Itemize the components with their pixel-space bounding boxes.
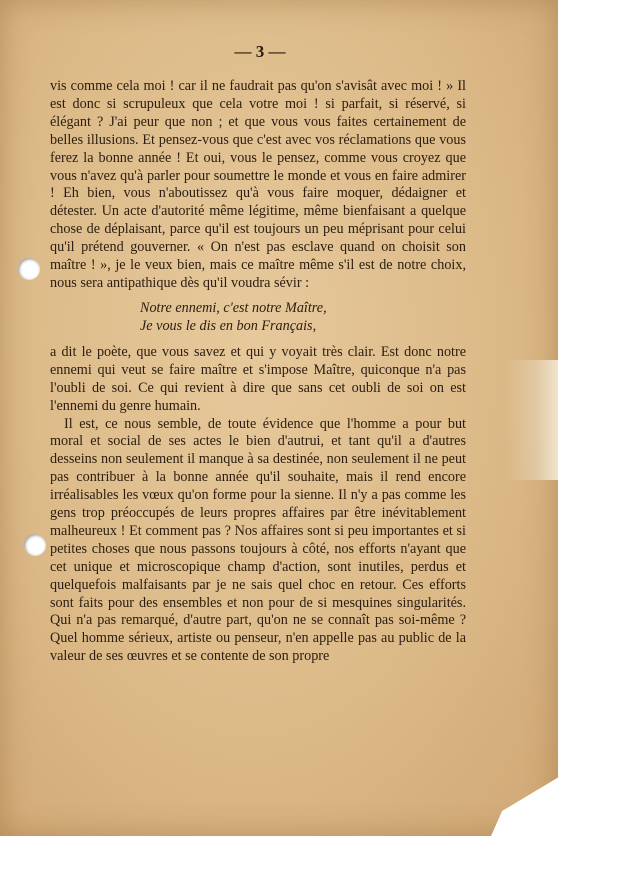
verse-quote [140, 299, 466, 335]
punch-hole [18, 258, 40, 280]
paper-stain [505, 360, 558, 480]
body-text [50, 78, 466, 666]
punch-hole [24, 534, 46, 556]
verse-line: Je vous le dis en bon Français, [140, 317, 317, 334]
paragraph: a dit le poète, que vous savez et qui y voyait très clair. Est donc notre ennemi qui veut se faire maître et s'impose Maître, quiconque n'a pas l'oubli de soi. Ce qui revient à dire que sans cet oubli de soi on est l'ennemi du genre humain. [50, 343, 466, 414]
paragraph: vis comme cela moi ! car il ne faudrait pas qu'on s'avisât avec moi ! » Il est donc si scrupuleux que cela votre moi ! si parfait, si réservé, si élégant ? J'ai peur que non ; et que vous vous faites certainement de belles illusions. Et pensez-vous que c'est avec vos réclamations que vous ferez la bonne année ! Et oui, vous le pensez, comme vous croyez que vous n'avez qu'à parler pour soumettre le monde et vous en faire admirer ! Eh bien, vous n'aboutissez qu'à vous faire moquer, dédaigner et détester. Un acte d'autorité même légitime, même bienfaisant a quelque chose de déplaisant, parce qu'il est toujours un peu méprisant pour celui qu'il prétend gouverner. « On n'est pas esclave quand on choisit son maître ! », je le veux bien, mais ce maître même s'il est de notre choix, nous sera antipathique dès qu'il voudra sévir : [50, 78, 466, 291]
page-number: — 3 — [234, 42, 286, 61]
verse-line: Notre ennemi, c'est notre Maître, [140, 299, 327, 316]
paragraph: Il est, ce nous semble, de toute évidence que l'homme a pour but moral et social de ses actes le bien d'autrui, et tant qu'il a d'autres desseins non seulement il manque à sa destinée, non seulement il ne peut pas contribuer à la bonne année qu'il souhaite, mais il rend encore irréalisables les vœux qu'on forme pour la sienne. Il n'y a pas comme les gens trop préoccupés de leurs propres affaires par être inévitablement malheureux ! Et comment pas ? Nos affaires sont si peu importantes et si petites choses que nous passons toujours à côté, nos efforts n'ayant que cet unique et microscopique champ d'action, sont inutiles, perdus et quelquefois malfaisants par je ne sais quel choc en retour. Ces efforts sont faits pour des ensembles et non pour de si mesquines singularités. Qui n'a pas remarqué, d'autre part, qu'on ne se connaît pas soi-même ? Quel homme sérieux, artiste ou penseur, n'en appelle pas au public de la valeur de ses œuvres et se contente de son propre [50, 415, 466, 665]
